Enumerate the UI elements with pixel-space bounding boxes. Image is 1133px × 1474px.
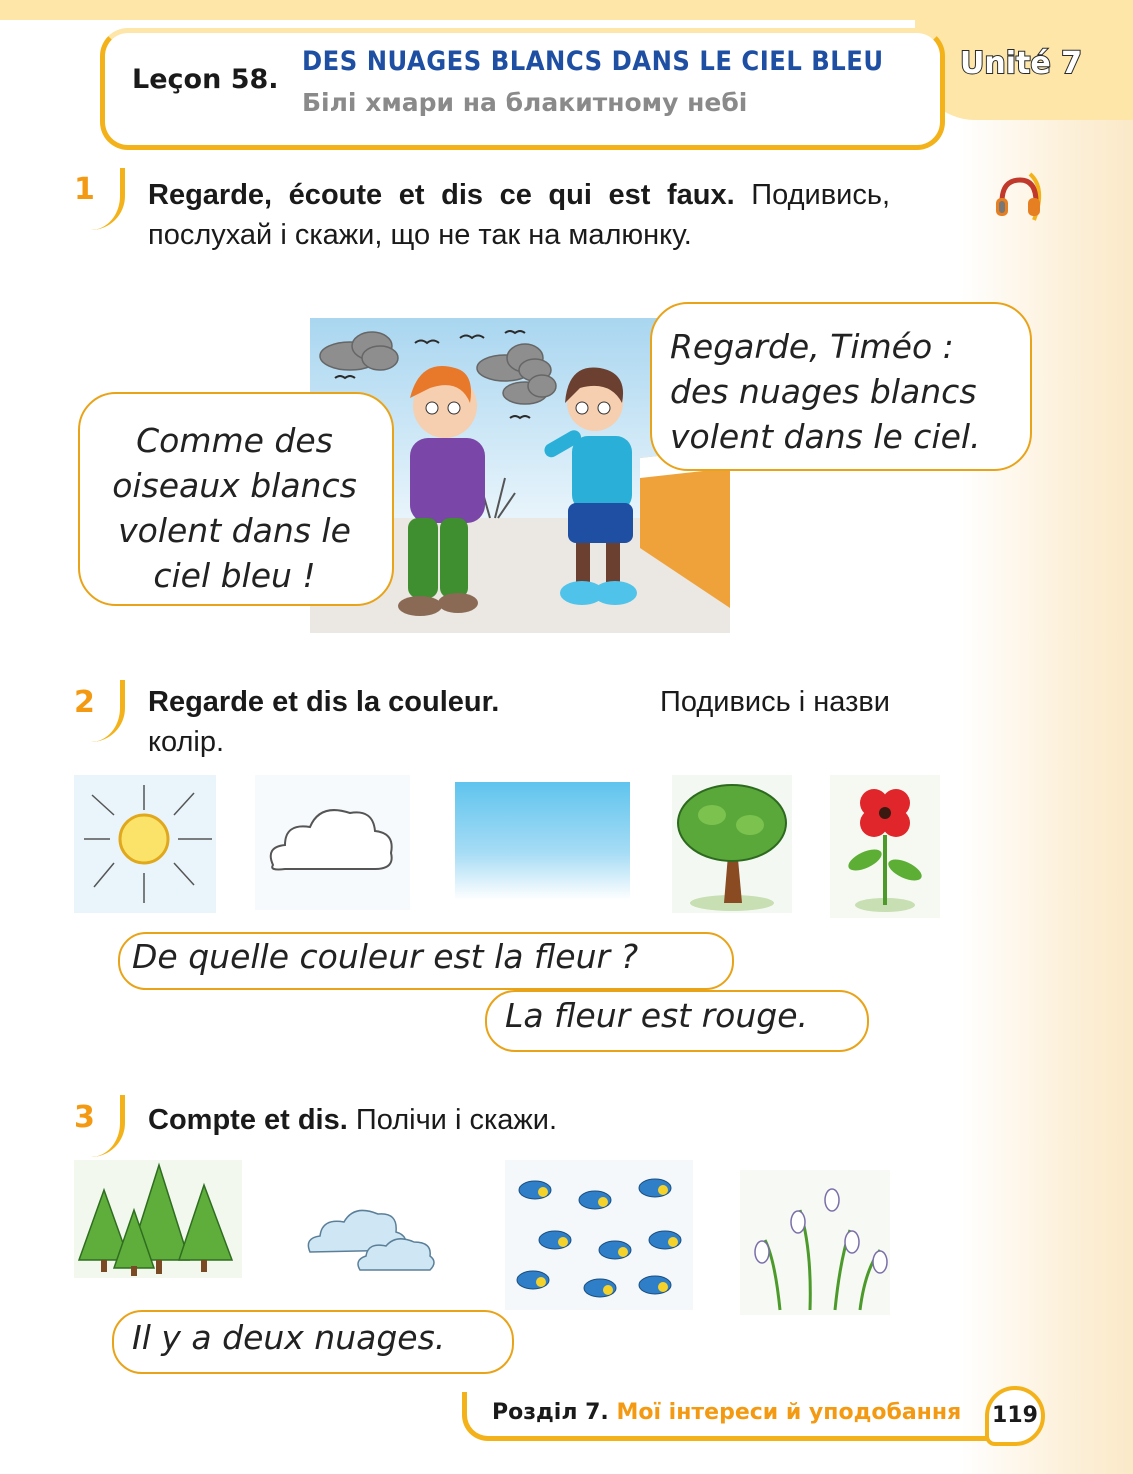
sun-picture (74, 775, 216, 913)
birds-picture (505, 1160, 693, 1310)
unit-label: Unité 7 (960, 46, 1083, 81)
sky-picture (455, 782, 630, 900)
exercise-2-instruction (148, 682, 890, 762)
bubble-left-line-3: volent dans le (118, 511, 351, 550)
lesson-title-ua: Білі хмари на блакитному небі (302, 88, 748, 117)
exercise-1-instruction-fr: Regarde, écoute et dis ce qui est faux. (148, 179, 735, 211)
exercise-3-number: 3 (74, 1100, 95, 1135)
bubble-left-line-2: oiseaux blancs (112, 466, 357, 505)
speech-bubble-left-text (92, 418, 377, 598)
snowdrops-picture (740, 1170, 890, 1315)
footer-section (492, 1400, 961, 1425)
fir-trees-picture (74, 1160, 242, 1278)
exercise-2-instruction-ua-1: Подивись і назви (660, 686, 890, 718)
exercise-3-instruction-fr: Compte et dis. (148, 1104, 348, 1136)
bubble-right-line-1: Regarde, Timéo : (670, 327, 954, 366)
lesson-number: Leçon 58. (132, 64, 279, 95)
exercise-1-number: 1 (74, 172, 95, 207)
headphones-icon[interactable] (990, 168, 1050, 226)
bubble-right-line-2: des nuages blancs (670, 372, 977, 411)
clouds-picture (300, 1190, 440, 1280)
exercise-3-instruction (148, 1100, 557, 1140)
exercise-1-bracket (80, 168, 125, 230)
footer-section-label: Розділ 7. (492, 1400, 609, 1425)
exercise-2-number: 2 (74, 685, 95, 720)
answer-bubble-text: La fleur est rouge. (505, 996, 809, 1035)
flower-picture (830, 775, 940, 918)
speech-bubble-right-text (670, 324, 1015, 459)
bubble-left-line-4: ciel bleu ! (153, 556, 316, 595)
cloud-picture (255, 775, 410, 910)
tree-picture (672, 775, 792, 913)
page-number: 119 (985, 1386, 1045, 1446)
exercise-3-instruction-ua: Полічи і скажи. (355, 1104, 558, 1136)
exercise-2-bracket (80, 680, 125, 742)
count-bubble-text: Il y a deux nuages. (132, 1318, 446, 1357)
lesson-title-fr: DES NUAGES BLANCS DANS LE CIEL BLEU (302, 46, 884, 77)
exercise-3-bracket (80, 1095, 125, 1157)
exercise-2-instruction-ua-2: колір. (148, 726, 225, 758)
question-bubble-text: De quelle couleur est la fleur ? (132, 937, 639, 976)
footer-section-title: Мої інтереси й уподобання (616, 1400, 962, 1425)
bubble-right-line-3: volent dans le ciel. (670, 417, 981, 456)
exercise-1-instruction (148, 175, 890, 255)
bubble-left-line-1: Comme des (136, 421, 333, 460)
exercise-1-instruction-ua: Подивись, послухай і скажи, що не так на малюнку. (148, 179, 891, 251)
exercise-2-instruction-fr: Regarde et dis la couleur. (148, 686, 500, 718)
